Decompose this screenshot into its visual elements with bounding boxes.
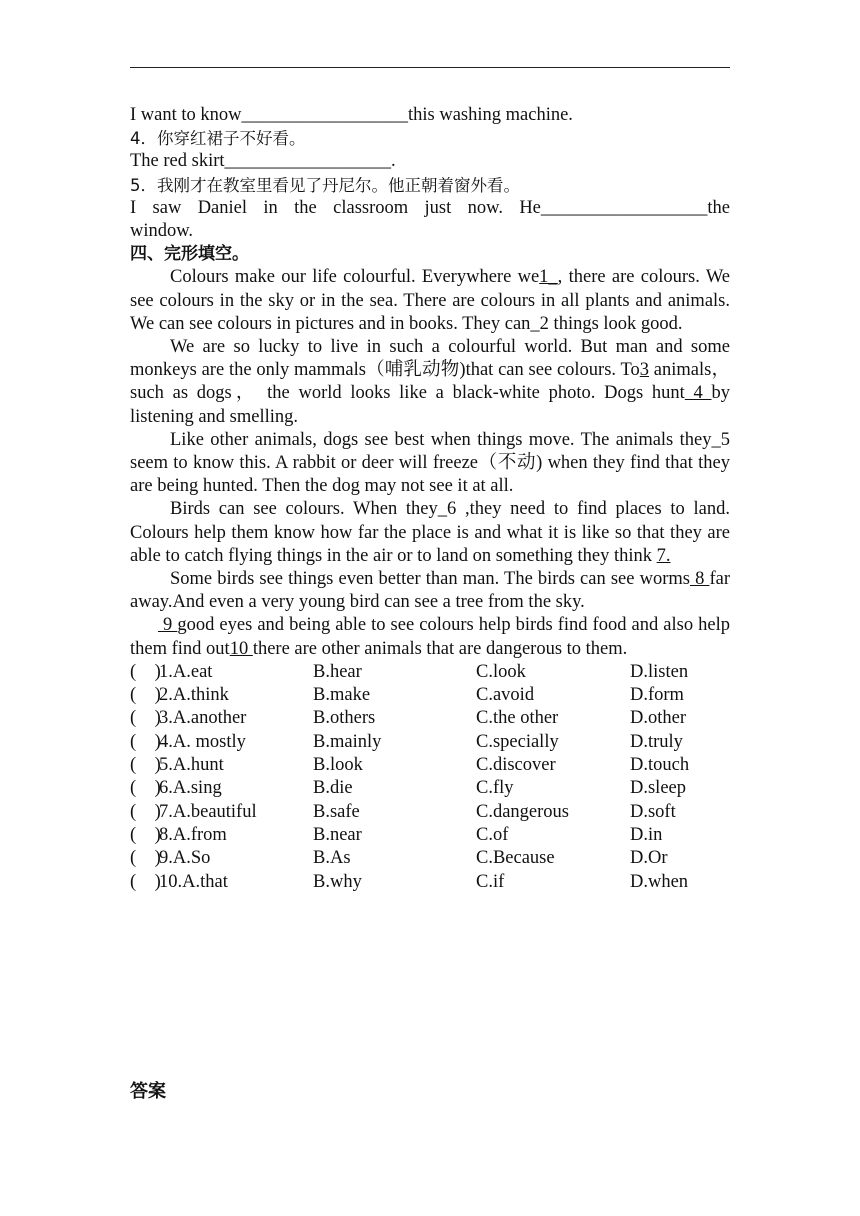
question-row xyxy=(130,777,730,800)
translation-q4-english: The red skirt__________________. xyxy=(130,151,396,172)
answer-heading: 答案 xyxy=(130,1081,166,1102)
option-a: 9.A.So xyxy=(159,848,211,869)
option-b: B.make xyxy=(313,685,371,706)
option-a: 3.A.another xyxy=(159,708,247,729)
cloze-paragraph-2: We are so lucky to live in such a colourful world. But man and some monkeys are the only mammals（哺乳动物)that can see colours. To3 animals， such as dogs， the world looks like a black-white photo. Dogs hunt 4 by listening and smelling. xyxy=(130,337,731,427)
option-b: B.safe xyxy=(313,801,360,822)
answer-blank: ( ) xyxy=(130,801,161,822)
option-a: 7.A.beautiful xyxy=(159,801,257,822)
header-rule xyxy=(130,67,730,68)
blank-8: 8 xyxy=(689,569,710,590)
translation-q3-line: I want to know__________________this washing machine. xyxy=(130,105,573,125)
option-c: C.Because xyxy=(476,848,555,869)
option-d: D.other xyxy=(630,708,686,729)
question-row xyxy=(130,684,730,707)
option-b: B.hear xyxy=(313,661,362,682)
option-b: B.die xyxy=(313,778,353,799)
question-row xyxy=(130,754,730,777)
translation-q5-chinese: 5．我刚才在教室里看见了丹尼尔。他正朝着窗外看。 xyxy=(130,175,520,195)
blank-1: 1_ xyxy=(539,267,558,288)
option-c: C.specially xyxy=(476,731,559,752)
translation-q4-chinese: 4．你穿红裙子不好看。 xyxy=(130,129,306,149)
blank-9: 9 xyxy=(158,615,178,636)
option-d: D.form xyxy=(630,685,684,706)
question-row xyxy=(130,661,730,684)
answer-blank: ( ) xyxy=(130,848,161,869)
cloze-paragraph-4: Birds can see colours. When they_6 ,they need to find places to land. Colours help them know how far the place is and what it is like so that they are able to catch flying things in the air or to land on something they think 7. xyxy=(130,499,730,566)
option-a: 6.A.sing xyxy=(159,778,222,799)
option-d: D.soft xyxy=(630,801,676,822)
cloze-paragraph-5: Some birds see things even better than man. The birds can see worms 8 far away.And even a very young bird can see a tree from the sky. xyxy=(130,569,731,613)
option-c: C.fly xyxy=(476,778,514,799)
option-b: B.mainly xyxy=(313,731,382,752)
option-d: D.in xyxy=(630,824,663,845)
question-row xyxy=(130,871,730,894)
answer-blank: ( ) xyxy=(130,755,161,776)
blank-10: 10 xyxy=(229,638,253,659)
option-a: 2.A.think xyxy=(159,685,229,706)
cloze-options-list xyxy=(130,661,730,894)
option-c: C.discover xyxy=(476,755,556,776)
option-c: C.avoid xyxy=(476,685,535,706)
option-a: 10.A.that xyxy=(159,871,228,892)
cloze-paragraph-1: Colours make our life colourful. Everywhere we1_, there are colours. We see colours in the sky or in the sea. There are colours in all plants and animals. We can see colours in pictures and in books. They can_2 things look good. xyxy=(130,267,731,334)
answer-blank: ( ) xyxy=(130,731,161,752)
blank-4: 4 xyxy=(684,383,712,404)
option-a: 4.A. mostly xyxy=(159,731,246,752)
option-c: C.look xyxy=(476,661,526,682)
blank-7: 7. xyxy=(656,545,671,566)
option-a: 1.A.eat xyxy=(159,661,213,682)
option-c: C.dangerous xyxy=(476,801,569,822)
option-b: B.near xyxy=(313,824,362,845)
question-row xyxy=(130,824,730,847)
cloze-paragraph-3: Like other animals, dogs see best when things move. The animals they_5 seem to know this. A rabbit or deer will freeze（不动) when they find that they are being hunted. Then the dog may not see it at all. xyxy=(130,429,730,497)
answer-blank: ( ) xyxy=(130,661,161,682)
option-c: C.of xyxy=(476,824,509,845)
answer-blank: ( ) xyxy=(130,824,161,845)
option-c: C.the other xyxy=(476,708,559,729)
option-d: D.Or xyxy=(630,848,668,869)
translation-q5-english-cont: window. xyxy=(130,221,194,242)
question-row xyxy=(130,707,730,730)
question-row xyxy=(130,801,730,824)
answer-blank: ( ) xyxy=(130,871,161,892)
option-b: B.As xyxy=(313,848,351,869)
cloze-heading: 四、完形填空。 xyxy=(130,244,249,265)
option-d: D.touch xyxy=(630,755,690,776)
option-d: D.listen xyxy=(630,661,689,682)
option-d: D.sleep xyxy=(630,778,686,799)
blank-3: 3 xyxy=(639,360,650,381)
translation-q5-english: I saw Daniel in the classroom just now. He__________________the xyxy=(130,197,730,218)
option-a: 8.A.from xyxy=(159,824,227,845)
option-b: B.look xyxy=(313,755,363,776)
cloze-paragraph-6: 9 good eyes and being able to see colours help birds find food and also help them find out10 there are other animals that are dangerous to them. xyxy=(130,615,730,659)
question-row xyxy=(130,847,730,870)
option-c: C.if xyxy=(476,871,505,892)
option-b: B.others xyxy=(313,708,376,729)
question-row xyxy=(130,731,730,754)
option-a: 5.A.hunt xyxy=(159,755,224,776)
answer-blank: ( ) xyxy=(130,685,161,706)
option-d: D.when xyxy=(630,871,689,892)
option-b: B.why xyxy=(313,871,362,892)
option-d: D.truly xyxy=(630,731,683,752)
answer-blank: ( ) xyxy=(130,778,161,799)
answer-blank: ( ) xyxy=(130,708,161,729)
document-body xyxy=(130,104,730,894)
